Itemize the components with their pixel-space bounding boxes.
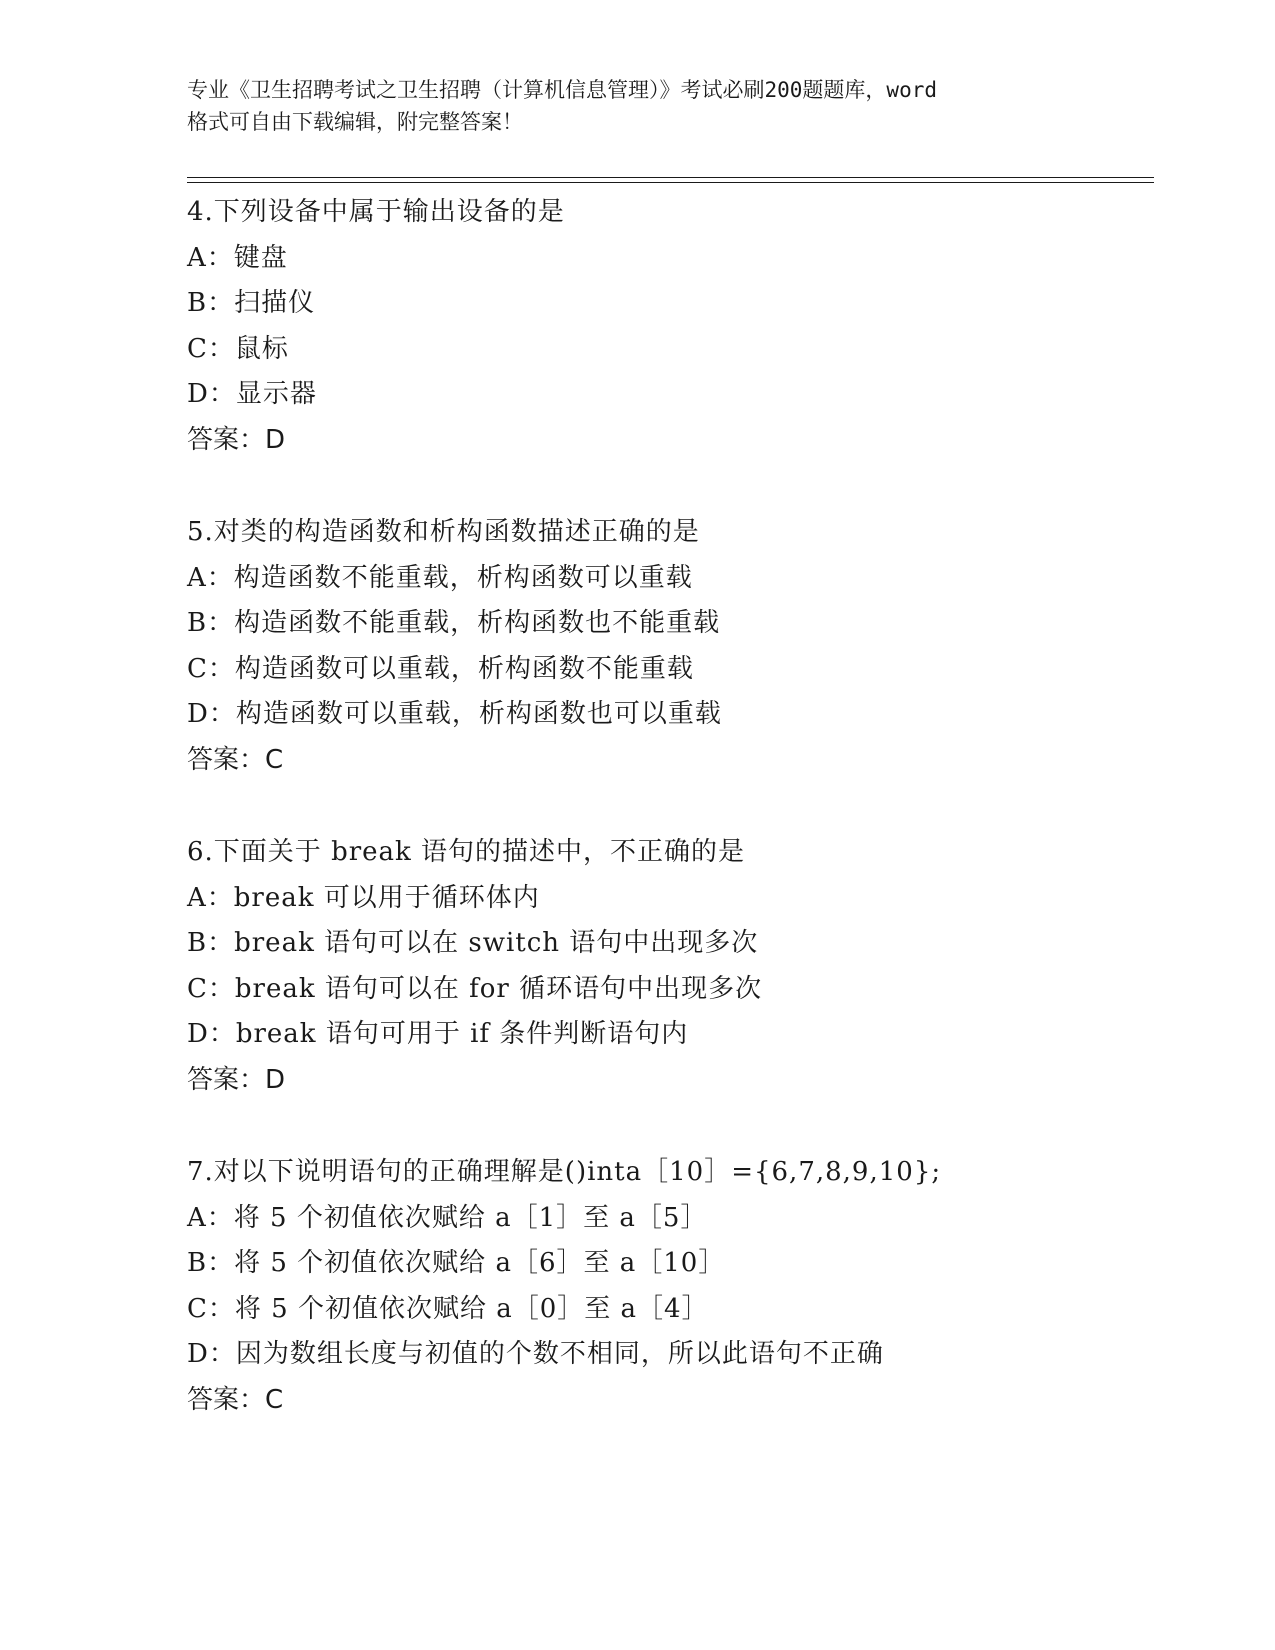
question-5 xyxy=(187,510,1147,783)
question-7 xyxy=(187,1150,1147,1423)
option-c: C：break 语句可以在 for 循环语句中出现多次 xyxy=(187,973,763,1004)
option-d: D：构造函数可以重载，析构函数也可以重载 xyxy=(187,699,722,729)
question-4 xyxy=(187,190,1147,463)
option-b: B：break 语句可以在 switch 语句中出现多次 xyxy=(187,928,759,958)
option-a: A：构造函数不能重载，析构函数可以重载 xyxy=(187,562,693,593)
option-a: A：键盘 xyxy=(187,242,288,273)
header-line-1: 专业《卫生招聘考试之卫生招聘（计算机信息管理）》考试必刷200题题库，word xyxy=(187,78,937,102)
document-header xyxy=(187,74,1087,138)
option-d: D：因为数组长度与初值的个数不相同，所以此语句不正确 xyxy=(187,1339,884,1369)
option-c: C：鼠标 xyxy=(187,333,289,364)
answer-line: 答案：C xyxy=(187,1384,284,1415)
option-a: A：将 5 个初值依次赋给 a［1］至 a［5］ xyxy=(187,1202,708,1233)
question-stem: 7.对以下说明语句的正确理解是()inta［10］={6,7,8,9,10}; xyxy=(187,1157,942,1187)
option-c: C：构造函数可以重载，析构函数不能重载 xyxy=(187,653,694,684)
option-b: B：构造函数不能重载，析构函数也不能重载 xyxy=(187,608,721,638)
question-stem: 5.对类的构造函数和析构函数描述正确的是 xyxy=(187,517,700,547)
answer-line: 答案：D xyxy=(187,1064,286,1095)
option-d: D：break 语句可用于 if 条件判断语句内 xyxy=(187,1019,689,1049)
header-divider-bottom xyxy=(187,182,1154,183)
option-b: B：将 5 个初值依次赋给 a［6］至 a［10］ xyxy=(187,1248,726,1278)
header-divider-top xyxy=(187,177,1154,178)
question-stem: 6.下面关于 break 语句的描述中，不正确的是 xyxy=(187,837,746,867)
question-stem: 4.下列设备中属于输出设备的是 xyxy=(187,197,565,227)
question-6 xyxy=(187,830,1147,1103)
option-b: B：扫描仪 xyxy=(187,288,316,318)
answer-line: 答案：D xyxy=(187,424,286,455)
answer-line: 答案：C xyxy=(187,744,284,775)
option-d: D：显示器 xyxy=(187,379,317,409)
option-a: A：break 可以用于循环体内 xyxy=(187,882,540,913)
header-line-2: 格式可自由下载编辑，附完整答案！ xyxy=(187,110,523,134)
option-c: C：将 5 个初值依次赋给 a［0］至 a［4］ xyxy=(187,1293,709,1324)
question-list xyxy=(187,190,1147,1470)
